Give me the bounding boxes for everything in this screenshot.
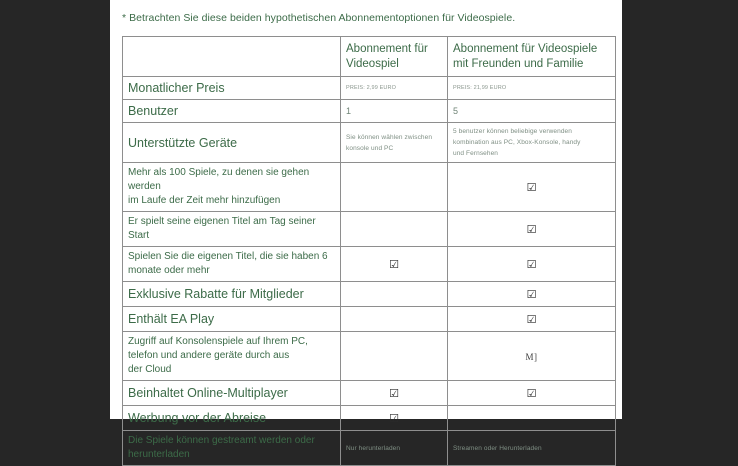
family-plan-cell: [448, 247, 616, 282]
basic-plan-value-line2: konsole und PC: [346, 144, 394, 152]
basic-plan-cell: [341, 247, 448, 282]
feature-label-line3: der Cloud: [128, 364, 172, 375]
feature-label: Benutzer: [128, 104, 179, 118]
table-row: [123, 163, 616, 212]
family-plan-cell: [448, 163, 616, 212]
feature-label: Unterstützte Geräte: [128, 135, 238, 150]
subscription-comparison-table: [122, 36, 616, 466]
table-row: [123, 282, 616, 307]
checkbox-checked-icon: ☑: [526, 181, 537, 194]
table-row: [123, 247, 616, 282]
checkbox-checked-icon: ☑: [389, 412, 399, 425]
family-plan-cell: [448, 77, 616, 100]
feature-cell: [123, 100, 341, 123]
feature-label-line1: Er spielt seine eigenen Titel am Tag seiner: [128, 216, 316, 227]
feature-label-line2: herunterladen: [128, 449, 190, 460]
feature-label-line1: Zugriff auf Konsolenspiele auf Ihrem PC,: [128, 336, 308, 347]
checkbox-checked-icon: ☑: [389, 387, 399, 400]
feature-cell: [123, 307, 341, 332]
feature-cell: [123, 431, 341, 466]
checkbox-checked-icon: ☑: [526, 387, 537, 400]
feature-cell: [123, 77, 341, 100]
feature-cell: [123, 282, 341, 307]
table-row: [123, 212, 616, 247]
family-plan-value-line1: 5 benutzer können beliebige verwenden: [453, 128, 572, 135]
feature-label: Enthält EA Play: [128, 312, 215, 326]
feature-label-line2: monate oder mehr: [128, 265, 210, 276]
feature-label-line2: Start: [128, 230, 150, 241]
family-plan-cell: [448, 332, 616, 381]
basic-plan-cell: [341, 307, 448, 332]
feature-label-line1: Spielen Sie die eigenen Titel, die sie haben 6: [128, 251, 328, 262]
table-row: [123, 332, 616, 381]
basic-plan-cell: [341, 212, 448, 247]
basic-plan-cell: [341, 431, 448, 466]
family-plan-cell: [448, 123, 616, 163]
table-row: [123, 77, 616, 100]
family-plan-cell: [448, 431, 616, 466]
table-row: [123, 100, 616, 123]
basic-plan-cell: [341, 77, 448, 100]
basic-plan-value-line1: Sie können wählen zwischen: [346, 133, 433, 141]
family-plan-value-line3: und Fernsehen: [453, 150, 499, 157]
checkbox-checked-icon: ☑: [526, 258, 537, 271]
header-family-plan-line2: mit Freunden und Familie: [453, 57, 584, 70]
family-plan-value: Streamen oder Herunterladen: [453, 444, 542, 452]
feature-cell: [123, 163, 341, 212]
table-row: [123, 307, 616, 332]
checkbox-checked-icon: ☑: [526, 288, 537, 301]
feature-label-line1: Mehr als 100 Spiele, zu denen sie gehen werden: [128, 167, 310, 192]
feature-cell: [123, 212, 341, 247]
family-plan-value: 5: [453, 106, 459, 116]
family-plan-cell: [448, 381, 616, 406]
feature-label-line2: telefon und andere geräte durch aus: [128, 350, 290, 361]
family-plan-value-line2: kombination aus PC, Xbox-Konsole, handy: [453, 139, 581, 146]
table-header-row: [123, 37, 616, 77]
table-row: [123, 431, 616, 466]
header-family-plan-line1: Abonnement für Videospiele: [453, 42, 598, 55]
checkbox-checked-icon: M]: [525, 352, 538, 362]
feature-label: Exklusive Rabatte für Mitglieder: [128, 287, 304, 301]
header-basic-plan-cell: [341, 37, 448, 77]
checkbox-checked-icon: ☑: [389, 258, 399, 271]
feature-label: Beinhaltet Online-Multiplayer: [128, 386, 288, 400]
family-plan-cell: [448, 282, 616, 307]
basic-plan-cell: [341, 332, 448, 381]
header-basic-plan-line1: Abonnement für: [346, 42, 428, 55]
basic-plan-value: PREIS: 2,99 EURO: [346, 84, 397, 91]
header-feature-cell: [123, 37, 341, 77]
family-plan-cell: [448, 212, 616, 247]
feature-label: Monatlicher Preis: [128, 81, 225, 95]
feature-cell: [123, 332, 341, 381]
header-family-plan-cell: [448, 37, 616, 77]
basic-plan-cell: [341, 163, 448, 212]
header-basic-plan-line2: Videospiel: [346, 57, 399, 70]
basic-plan-cell: [341, 100, 448, 123]
basic-plan-cell: [341, 123, 448, 163]
family-plan-value: PREIS: 21,99 EURO: [453, 84, 507, 91]
basic-plan-value: 1: [346, 106, 352, 116]
table-row: [123, 381, 616, 406]
feature-label: Werbung vor der Abreise: [128, 411, 267, 425]
feature-cell: [123, 247, 341, 282]
basic-plan-cell: [341, 282, 448, 307]
intro-note: * Betrachten Sie diese beiden hypothetischen Abonnementoptionen für Videospiele.: [122, 12, 516, 24]
feature-label-line2: im Laufe der Zeit mehr hinzufügen: [128, 195, 281, 206]
document-page: [110, 0, 622, 460]
table-row: [123, 123, 616, 163]
feature-label-line1: Die Spiele können gestreamt werden oder: [128, 435, 315, 446]
basic-plan-cell: [341, 381, 448, 406]
feature-cell: [123, 381, 341, 406]
checkbox-checked-icon: ☑: [526, 313, 537, 326]
feature-cell: [123, 123, 341, 163]
family-plan-cell: [448, 100, 616, 123]
checkbox-checked-icon: ☑: [526, 223, 537, 236]
basic-plan-value: Nur herunterladen: [346, 444, 401, 452]
family-plan-cell: [448, 307, 616, 332]
